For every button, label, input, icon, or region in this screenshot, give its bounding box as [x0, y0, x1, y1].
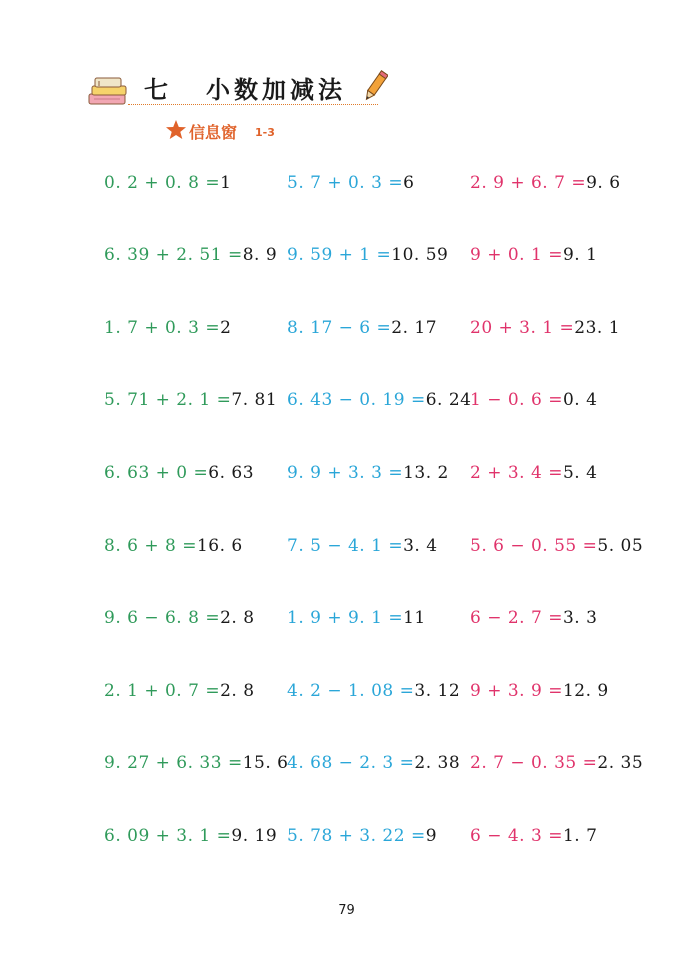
math-problem	[104, 318, 231, 338]
problem-answer: 11	[403, 608, 426, 628]
problem-answer: 12. 9	[562, 681, 609, 701]
problem-answer: 13. 2	[403, 463, 449, 483]
problem-answer: 9. 19	[231, 826, 278, 846]
problem-answer: 0. 4	[562, 390, 598, 410]
problem-expression: 6 − 2. 7 =	[470, 608, 563, 628]
problem-expression: 9. 6 − 6. 8 =	[104, 608, 221, 628]
page-number: 79	[338, 903, 355, 918]
problem-expression: 9 + 0. 1 =	[470, 245, 563, 265]
math-problem	[470, 318, 620, 338]
problem-expression: 6. 09 + 3. 1 =	[104, 826, 232, 846]
problem-expression: 9. 59 + 1 =	[287, 245, 392, 265]
problem-expression: 6. 43 − 0. 19 =	[287, 390, 426, 410]
problem-answer: 16. 6	[196, 536, 243, 556]
problem-answer: 9	[425, 826, 438, 846]
math-problem	[470, 463, 597, 483]
math-problem	[104, 608, 255, 628]
math-problem	[287, 536, 438, 556]
problem-expression: 8. 17 − 6 =	[287, 318, 392, 338]
math-problem	[470, 390, 597, 410]
problem-answer: 2. 8	[220, 681, 255, 701]
math-problem	[287, 681, 460, 701]
math-problem	[104, 245, 277, 265]
problem-expression: 1. 9 + 9. 1 =	[287, 608, 404, 628]
problem-answer: 5. 4	[562, 463, 598, 483]
problem-answer: 10. 59	[391, 245, 449, 265]
problem-answer: 6. 63	[208, 463, 255, 483]
problem-expression: 9 + 3. 9 =	[470, 681, 563, 701]
math-problem	[470, 173, 621, 193]
info-window-number: 1-3	[255, 126, 275, 139]
problem-expression: 2. 1 + 0. 7 =	[104, 681, 221, 701]
problem-expression: 5. 6 − 0. 55 =	[470, 536, 598, 556]
chapter-number: 七	[144, 76, 168, 104]
problem-expression: 2. 7 − 0. 35 =	[470, 753, 598, 773]
problem-expression: 9. 27 + 6. 33 =	[104, 753, 243, 773]
problem-expression: 8. 6 + 8 =	[104, 536, 197, 556]
problem-answer: 2. 17	[391, 318, 438, 338]
math-problem	[104, 463, 254, 483]
math-problem	[287, 463, 449, 483]
math-problem	[470, 608, 597, 628]
problem-expression: 2. 9 + 6. 7 =	[470, 173, 587, 193]
problem-expression: 9. 9 + 3. 3 =	[287, 463, 404, 483]
problem-answer: 2. 8	[220, 608, 255, 628]
problem-expression: 7. 5 − 4. 1 =	[287, 536, 404, 556]
math-problem	[104, 536, 243, 556]
problem-expression: 6. 63 + 0 =	[104, 463, 209, 483]
problem-answer: 6. 24	[425, 390, 472, 410]
math-problem	[287, 173, 414, 193]
math-problem	[287, 826, 437, 846]
problem-answer: 2	[220, 318, 232, 338]
problem-expression: 6 − 4. 3 =	[470, 826, 563, 846]
problem-answer: 1	[220, 173, 232, 193]
problem-expression: 5. 78 + 3. 22 =	[287, 826, 426, 846]
problem-answer: 2. 38	[414, 753, 461, 773]
math-problem	[104, 173, 231, 193]
math-problem	[470, 245, 597, 265]
math-problem	[470, 826, 597, 846]
math-problem	[104, 753, 288, 773]
problem-expression: 2 + 3. 4 =	[470, 463, 563, 483]
problem-answer: 23. 1	[574, 318, 621, 338]
problem-expression: 4. 2 − 1. 08 =	[287, 681, 415, 701]
math-problem	[287, 318, 437, 338]
math-problem	[104, 826, 277, 846]
problem-answer: 1. 7	[562, 826, 598, 846]
math-problem	[287, 753, 460, 773]
problem-expression: 0. 2 + 0. 8 =	[104, 173, 221, 193]
problem-answer: 8. 9	[242, 245, 278, 265]
problem-expression: 20 + 3. 1 =	[470, 318, 575, 338]
problem-answer: 15. 6	[242, 753, 289, 773]
problem-answer: 5. 05	[597, 536, 644, 556]
problem-expression: 1 − 0. 6 =	[470, 390, 563, 410]
problem-answer: 3. 3	[562, 608, 598, 628]
chapter-title: 小数加减法	[206, 76, 346, 104]
problem-expression: 5. 7 + 0. 3 =	[287, 173, 404, 193]
problem-answer: 3. 12	[414, 681, 461, 701]
problem-answer: 6	[403, 173, 415, 193]
problem-answer: 9. 6	[586, 173, 621, 193]
problem-expression: 6. 39 + 2. 51 =	[104, 245, 243, 265]
problem-answer: 9. 1	[562, 245, 598, 265]
problem-expression: 4. 68 − 2. 3 =	[287, 753, 415, 773]
info-window-label: 信息窗	[189, 123, 238, 142]
math-problem	[470, 536, 643, 556]
math-problem	[287, 608, 426, 628]
math-problem	[287, 245, 448, 265]
math-problem	[287, 390, 471, 410]
math-problem	[470, 753, 643, 773]
problem-expression: 1. 7 + 0. 3 =	[104, 318, 221, 338]
problem-answer: 3. 4	[403, 536, 438, 556]
math-problem	[104, 390, 277, 410]
math-problem	[104, 681, 255, 701]
problem-expression: 5. 71 + 2. 1 =	[104, 390, 232, 410]
math-problem	[470, 681, 609, 701]
problem-answer: 7. 81	[231, 390, 278, 410]
problem-answer: 2. 35	[597, 753, 644, 773]
